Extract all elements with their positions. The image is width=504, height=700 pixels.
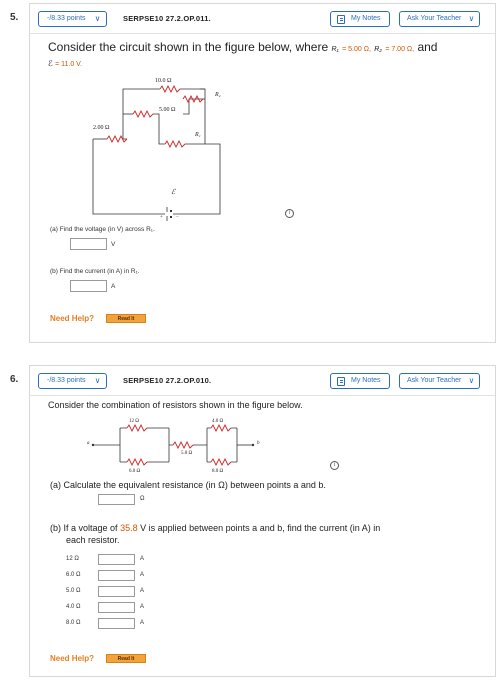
question-number: 6. xyxy=(10,374,19,385)
label-b: b xyxy=(257,441,260,446)
label-r2: R₂ xyxy=(215,92,221,98)
question-id: SERPSE10 27.2.OP.011. xyxy=(123,14,211,23)
notes-icon xyxy=(337,15,345,24)
resistor-12ohm xyxy=(127,425,147,431)
circuit-diagram-2 xyxy=(85,418,265,473)
part-a-label: (a) Find the voltage (in V) across R₁. xyxy=(50,226,155,233)
my-notes-button[interactable] xyxy=(330,373,390,389)
label-10ohm: 10.0 Ω xyxy=(155,78,172,84)
resistor-10ohm xyxy=(160,86,180,92)
ask-teacher-button[interactable] xyxy=(399,373,480,389)
r2-symbol: R₂ xyxy=(374,46,382,53)
prompt-text: Consider the circuit shown in the figure below, where xyxy=(48,40,329,54)
voltage-value: 35.8 xyxy=(120,523,138,533)
row-label: 12 Ω xyxy=(66,556,79,562)
question-header xyxy=(30,4,495,34)
resistor-r1 xyxy=(165,141,185,147)
resistor-6ohm xyxy=(127,459,147,465)
r2-value: = 7.00 Ω, xyxy=(385,46,415,53)
label-12ohm: 12 Ω xyxy=(129,419,139,424)
label-8ohm: 8.0 Ω xyxy=(212,469,224,473)
my-notes-button[interactable] xyxy=(330,11,390,27)
points-dropdown[interactable] xyxy=(38,373,107,389)
my-notes-label: My Notes xyxy=(351,15,381,22)
current-answer-input[interactable] xyxy=(98,618,135,629)
question-card-5 xyxy=(29,3,496,343)
points-label: -/8.33 points xyxy=(47,377,86,384)
part-b-line2: each resistor. xyxy=(66,535,120,545)
label-6ohm: 6.0 Ω xyxy=(129,469,141,473)
part-b-text-end: V is applied between points a and b, find the current (in A) in xyxy=(140,523,381,533)
row-unit: A xyxy=(140,588,145,594)
label-4ohm: 4.0 Ω xyxy=(212,419,224,424)
chevron-down-icon: ∨ xyxy=(468,376,475,385)
part-a-answer-input[interactable] xyxy=(70,238,107,250)
ask-teacher-label: Ask Your Teacher xyxy=(407,15,462,22)
label-emf: ℰ xyxy=(171,188,176,196)
notes-icon xyxy=(337,377,345,386)
circuit-diagram-1 xyxy=(85,74,245,224)
part-a-unit: Ω xyxy=(140,496,145,502)
row-unit: A xyxy=(140,604,145,610)
part-b-label xyxy=(50,523,380,533)
part-a-answer-input[interactable] xyxy=(98,494,135,505)
label-plus: + xyxy=(160,215,163,220)
row-label: 5.0 Ω xyxy=(66,588,81,594)
label-5ohm: 5.0 Ω xyxy=(181,451,193,456)
resistor-5ohm xyxy=(173,442,193,448)
current-answer-input[interactable] xyxy=(98,554,135,565)
points-label: -/8.33 points xyxy=(47,15,86,22)
r1-value: = 5.00 Ω, xyxy=(342,46,371,53)
part-b-answer-input[interactable] xyxy=(70,280,107,292)
label-a: a xyxy=(87,441,90,446)
question-prompt xyxy=(48,40,437,54)
and-text: and xyxy=(417,40,438,54)
question-card-6 xyxy=(29,365,496,677)
need-help-label: Need Help? xyxy=(50,314,95,323)
label-5ohm: 5.00 Ω xyxy=(159,107,176,113)
row-label: 4.0 Ω xyxy=(66,604,81,610)
question-number: 5. xyxy=(10,12,19,23)
emf-line xyxy=(48,59,82,68)
row-unit: A xyxy=(140,556,145,562)
chevron-down-icon: ∨ xyxy=(468,14,475,23)
row-unit: A xyxy=(140,572,145,578)
emf-symbol: ℰ xyxy=(48,59,53,68)
my-notes-label: My Notes xyxy=(351,377,381,384)
label-2ohm: 2.00 Ω xyxy=(93,125,110,131)
label-r1: R₁ xyxy=(195,132,201,138)
ask-teacher-button[interactable] xyxy=(399,11,480,27)
read-it-button[interactable]: Read It xyxy=(106,314,146,323)
info-icon[interactable]: i xyxy=(285,209,294,218)
label-minus: − xyxy=(176,215,179,220)
question-header xyxy=(30,366,495,396)
part-a-label: (a) Calculate the equivalent resistance (in Ω) between points a and b. xyxy=(50,480,326,490)
chevron-down-icon: ∨ xyxy=(94,376,101,385)
info-icon[interactable]: i xyxy=(330,461,339,470)
part-a-unit: V xyxy=(111,241,116,248)
question-id: SERPSE10 27.2.OP.010. xyxy=(123,376,212,385)
emf-value: = 11.0 V. xyxy=(55,61,83,68)
ask-teacher-label: Ask Your Teacher xyxy=(407,377,462,384)
row-label: 8.0 Ω xyxy=(66,620,81,626)
current-answer-input[interactable] xyxy=(98,602,135,613)
resistor-5ohm xyxy=(133,111,153,117)
question-prompt: Consider the combination of resistors shown in the figure below. xyxy=(48,400,303,410)
chevron-down-icon: ∨ xyxy=(94,14,101,23)
current-answer-input[interactable] xyxy=(98,586,135,597)
current-answer-input[interactable] xyxy=(98,570,135,581)
part-b-unit: A xyxy=(111,283,116,290)
row-label: 6.0 Ω xyxy=(66,572,81,578)
resistor-8ohm xyxy=(211,459,231,465)
resistor-4ohm xyxy=(211,425,231,431)
read-it-button[interactable]: Read It xyxy=(106,654,146,663)
r1-symbol: R₁ xyxy=(331,46,339,53)
part-b-text-start: (b) If a voltage of xyxy=(50,523,118,533)
need-help-label: Need Help? xyxy=(50,654,95,663)
points-dropdown[interactable] xyxy=(38,11,107,27)
row-unit: A xyxy=(140,620,145,626)
part-b-label: (b) Find the current (in A) in R₁. xyxy=(50,268,140,275)
